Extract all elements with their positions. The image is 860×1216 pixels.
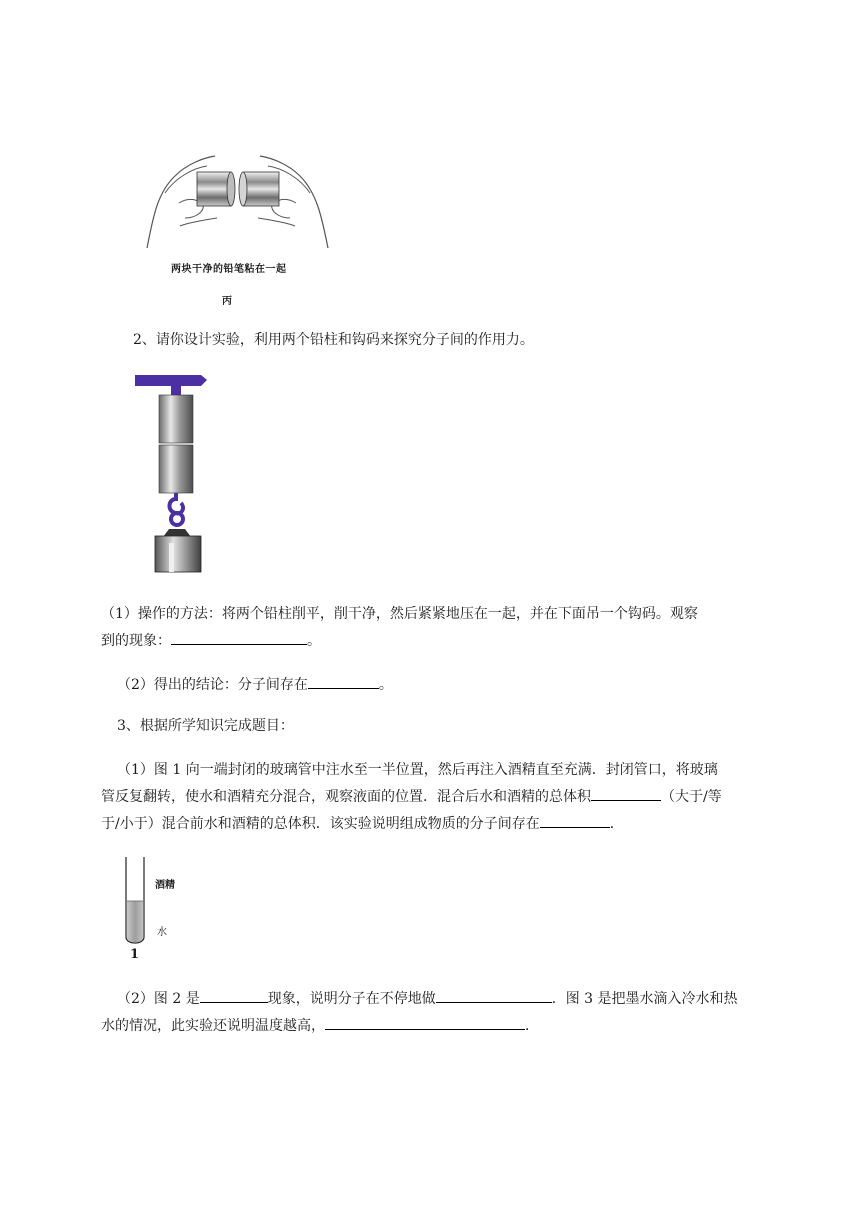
answer-blank-phenomenon-2[interactable] xyxy=(200,988,268,1003)
question-3-item-2-line-1 xyxy=(117,985,738,1013)
item-2-text-a: （2）图 2 是 xyxy=(117,991,200,1007)
answer-blank-temperature[interactable] xyxy=(325,1015,525,1030)
answer-blank-gap[interactable] xyxy=(540,813,610,828)
question-2-item-2 xyxy=(117,671,393,699)
lead-cylinders-icon xyxy=(135,373,215,575)
tube-label-alcohol: 酒精 xyxy=(155,880,175,891)
question-2-item-1-line-1: （1）操作的方法：将两个铅柱削平，削干净，然后紧紧地压在一起，并在下面吊一个钩码。观察 xyxy=(101,606,698,622)
item-1-choice: （大于/等 xyxy=(661,789,722,805)
item-2-text-d: 水的情况，此实验还说明温度越高， xyxy=(101,1018,325,1034)
figure-number: 1 xyxy=(130,947,140,962)
tube-label-water: 水 xyxy=(157,927,167,938)
question-3-title: 3、根据所学知识完成题目： xyxy=(117,718,294,734)
answer-blank-conclusion[interactable] xyxy=(308,674,379,689)
item-1-text-2: 于/小于）混合前水和酒精的总体积．该实验说明组成物质的分子间存在 xyxy=(101,816,540,832)
question-3-item-1-line-2 xyxy=(101,783,722,811)
question-3-item-1-line-3 xyxy=(101,810,624,838)
lead-cylinder-weight-figure xyxy=(135,373,215,575)
item-1-prompt: 到的现象： xyxy=(101,633,171,649)
hands-pressing-icon xyxy=(145,148,330,258)
question-3-item-1-line-1: （1）图 1 向一端封闭的玻璃管中注水至一半位置，然后再注入酒精直至充满．封闭管口，将玻璃 xyxy=(117,762,718,778)
hands-cylinders-figure xyxy=(145,148,330,258)
question-2-title: 2、请你设计实验，利用两个铅柱和钩码来探究分子间的作用力。 xyxy=(133,332,534,348)
question-3-item-2-line-2 xyxy=(101,1012,539,1040)
item-2-text-b: 现象，说明分子在不停地做 xyxy=(267,991,436,1007)
answer-blank-volume[interactable] xyxy=(591,786,661,801)
period: 。 xyxy=(378,677,393,693)
answer-blank-phenomenon[interactable] xyxy=(171,630,307,645)
question-2-item-1-line-2 xyxy=(101,627,321,655)
period: ． xyxy=(525,1018,539,1034)
figure-label: 丙 xyxy=(222,296,232,307)
item-2-prompt: （2）得出的结论：分子间存在 xyxy=(117,677,308,693)
answer-blank-motion[interactable] xyxy=(436,988,552,1003)
period: 。 xyxy=(307,633,321,649)
period: ． xyxy=(609,816,624,832)
item-2-text-c: ．图 3 是把墨水滴入冷水和热 xyxy=(551,991,738,1007)
figure-caption: 两块干净的铅笔粘在一起 xyxy=(171,264,287,275)
item-1-text: 管反复翻转，使水和酒精充分混合，观察液面的位置．混合后水和酒精的总体积 xyxy=(101,789,591,805)
